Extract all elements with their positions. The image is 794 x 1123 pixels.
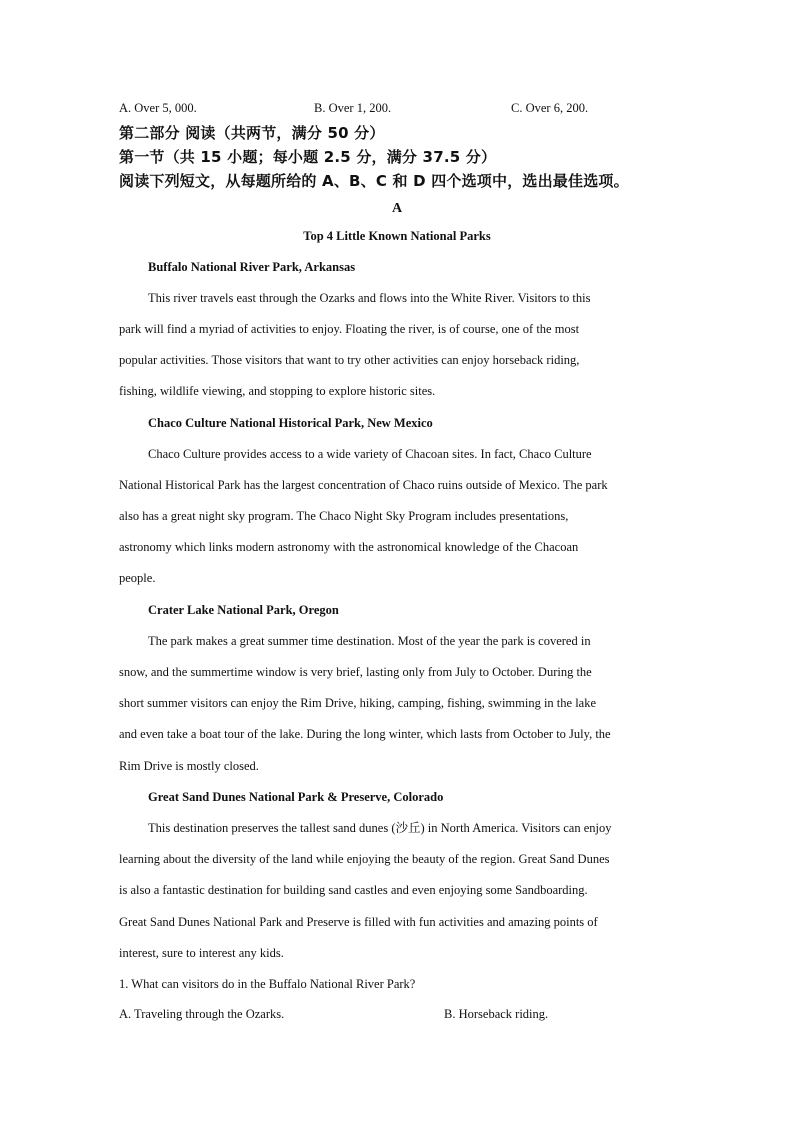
- park-heading-great-sand-dunes: Great Sand Dunes National Park & Preserve, Colorado: [148, 790, 444, 804]
- passage-label: A: [391, 201, 403, 216]
- paragraph-line: snow, and the summertime window is very brief, lasting only from July to October. During the: [119, 665, 592, 679]
- paragraph-line: interest, sure to interest any kids.: [119, 946, 284, 960]
- passage-title: Top 4 Little Known National Parks: [303, 229, 491, 243]
- paragraph-line: popular activities. Those visitors that want to try other activities can enjoy horseback riding,: [119, 353, 580, 367]
- paragraph-line: This destination preserves the tallest sand dunes (沙丘) in North America. Visitors can enjoy: [148, 821, 612, 835]
- park-heading-buffalo: Buffalo National River Park, Arkansas: [148, 260, 356, 274]
- paragraph-line: This river travels east through the Ozarks and flows into the White River. Visitors to this: [148, 291, 591, 305]
- paragraph-line: also has a great night sky program. The Chaco Night Sky Program includes presentations,: [119, 509, 569, 523]
- paragraph-line: is also a fantastic destination for building sand castles and even enjoying some Sandboarding.: [119, 883, 588, 897]
- paragraph-line: and even take a boat tour of the lake. During the long winter, which lasts from October to July, the: [119, 727, 611, 741]
- paragraph-line: learning about the diversity of the land while enjoying the beauty of the region. Great Sand Dunes: [119, 852, 610, 866]
- park-heading-chaco: Chaco Culture National Historical Park, New Mexico: [148, 416, 433, 430]
- paragraph-line: fishing, wildlife viewing, and stopping to explore historic sites.: [119, 384, 436, 398]
- paragraph-line: Chaco Culture provides access to a wide variety of Chacoan sites. In fact, Chaco Culture: [148, 447, 592, 461]
- option-a: A. Over 5, 000.: [119, 101, 197, 115]
- paragraph-line: The park makes a great summer time destination. Most of the year the park is covered in: [148, 634, 591, 648]
- option-a: A. Traveling through the Ozarks.: [119, 1007, 285, 1021]
- paragraph-line: National Historical Park has the largest concentration of Chaco ruins outside of Mexico. The park: [119, 478, 608, 492]
- part-title: 第二部分 阅读（共两节，满分 50 分）: [119, 124, 385, 142]
- paragraph-line: Great Sand Dunes National Park and Preserve is filled with fun activities and amazing points of: [119, 915, 598, 929]
- instruction-text: 阅读下列短文，从每题所给的 A、B、C 和 D 四个选项中，选出最佳选项。: [119, 172, 629, 190]
- option-b: B. Over 1, 200.: [314, 101, 392, 115]
- question-1-stem: 1. What can visitors do in the Buffalo National River Park?: [119, 977, 416, 991]
- paragraph-line: park will find a myriad of activities to enjoy. Floating the river, is of course, one of the most: [119, 322, 580, 336]
- paragraph-line: people.: [119, 571, 156, 585]
- paragraph-line: Rim Drive is mostly closed.: [119, 759, 259, 773]
- option-c: C. Over 6, 200.: [511, 101, 589, 115]
- paragraph-line: short summer visitors can enjoy the Rim Drive, hiking, camping, fishing, swimming in the lake: [119, 696, 597, 710]
- park-heading-crater-lake: Crater Lake National Park, Oregon: [148, 603, 339, 617]
- subsection-title: 第一节（共 15 小题；每小题 2.5 分，满分 37.5 分）: [119, 148, 497, 166]
- paragraph-line: astronomy which links modern astronomy with the astronomical knowledge of the Chacoan: [119, 540, 579, 554]
- option-b: B. Horseback riding.: [444, 1007, 549, 1021]
